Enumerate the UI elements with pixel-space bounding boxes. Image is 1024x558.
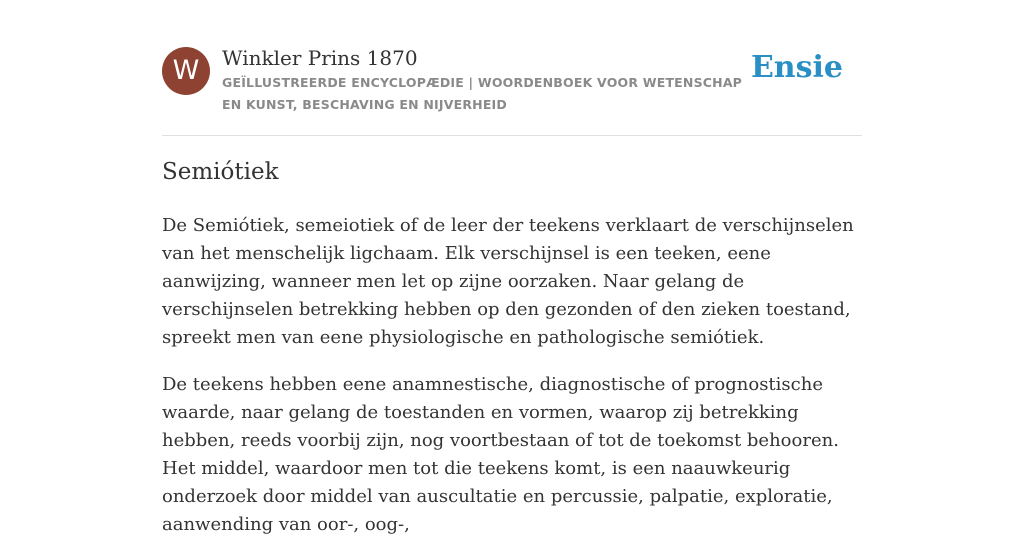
ensie-logo[interactable]: Ensie xyxy=(750,50,843,85)
article-title: Semiótiek xyxy=(162,159,279,185)
article-body xyxy=(162,212,862,558)
source-header xyxy=(162,46,862,116)
source-title[interactable]: Winkler Prins 1870 xyxy=(222,46,418,70)
source-avatar[interactable]: W xyxy=(162,47,210,95)
article-paragraph: De teekens hebben eene anamnestische, diagnostische of prognostische waarde, naar gelang de toestanden en vormen, waarop zij betrekking hebben, reeds voorbij zijn, nog voortbestaan of tot de toekomst behooren. Het middel, waardoor men tot die teekens komt, is een naauwkeurig onderzoek door middel van auscultatie en percussie, palpatie, exploratie, aanwending van oor-, oog-, xyxy=(162,374,839,535)
source-subtitle: GEÏLLUSTREERDE ENCYCLOPÆDIE | WOORDENBOEK VOOR WETENSCHAP EN KUNST, BESCHAVING EN NIJVERHEID xyxy=(222,75,743,112)
header-divider xyxy=(162,135,862,136)
article-paragraph: De Semiótiek, semeiotiek of de leer der teekens verklaart de verschijnselen van het menschelijk ligchaam. Elk verschijnsel is een teeken, eene aanwijzing, wanneer men let op zijne oorzaken. Naar gelang de verschijnselen betrekking hebben op den gezonden of den zieken toestand, spreekt men van eene physiologische en pathologische semiótiek. xyxy=(162,215,854,348)
